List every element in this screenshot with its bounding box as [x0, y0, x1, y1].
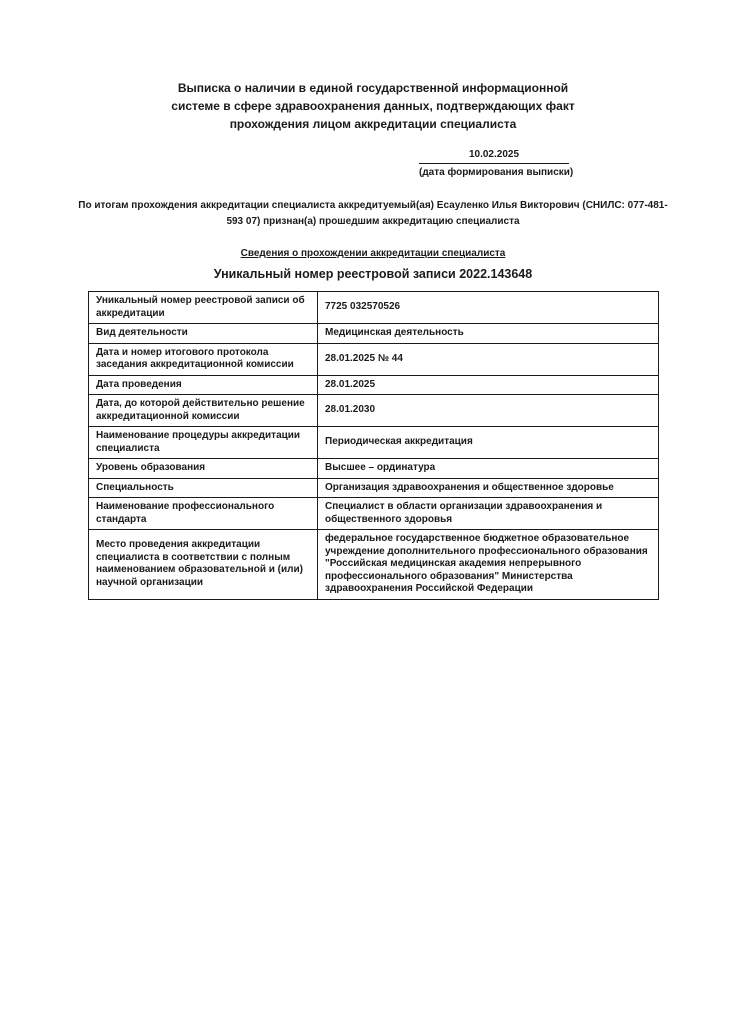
row-value-cell: Высшее – ординатура: [318, 459, 659, 479]
intro-line: 593 07) признан(а) прошедшим аккредитацию специалиста: [226, 216, 520, 227]
table-row: [89, 292, 659, 324]
document-title: [0, 0, 746, 133]
table-row: [89, 498, 659, 530]
row-label-cell: Место проведения аккредитации специалиста в соответствии с полным наименованием образовательной и (или) научной организации: [89, 530, 318, 600]
table-row: [89, 427, 659, 459]
row-value-cell: 7725 032570526: [318, 292, 659, 324]
row-label-cell: Дата и номер итогового протокола заседания аккредитационной комиссии: [89, 343, 318, 375]
row-value-cell: федеральное государственное бюджетное образовательное учреждение дополнительного профессионального образования "Российская медицинская академия непрерывного профессионального образования" Министерства здравоохранения Российской Федерации: [318, 530, 659, 600]
registry-number-heading: Уникальный номер реестровой записи 2022.143648: [213, 267, 533, 281]
row-label-cell: Вид деятельности: [89, 324, 318, 344]
intro-line: По итогам прохождения аккредитации специалиста аккредитуемый(ая) Есауленко Илья Викторович (СНИЛС: 077-481-: [78, 200, 668, 211]
row-value-cell: 28.01.2030: [318, 395, 659, 427]
row-value-cell: 28.01.2025 № 44: [318, 343, 659, 375]
row-value-cell: Медицинская деятельность: [318, 324, 659, 344]
intro-paragraph: [0, 198, 746, 230]
row-label-cell: Наименование профессионального стандарта: [89, 498, 318, 530]
table-row: [89, 343, 659, 375]
date-caption: (дата формирования выписки): [419, 167, 574, 178]
accreditation-table: [88, 291, 659, 600]
row-value-cell: 28.01.2025: [318, 375, 659, 395]
row-value-cell: Специалист в области организации здравоохранения и общественного здоровья: [318, 498, 659, 530]
table-row: [89, 530, 659, 600]
table-row: [89, 375, 659, 395]
row-value-cell: Организация здравоохранения и общественное здоровье: [318, 478, 659, 498]
row-value-cell: Периодическая аккредитация: [318, 427, 659, 459]
extract-date-block: [419, 147, 574, 180]
row-label-cell: Наименование процедуры аккредитации специалиста: [89, 427, 318, 459]
row-label-cell: Уникальный номер реестровой записи об аккредитации: [89, 292, 318, 324]
table-row: [89, 324, 659, 344]
section-heading: Сведения о прохождении аккредитации специалиста: [240, 248, 506, 259]
document-title-line: Выписка о наличии в единой государственной информационной: [177, 81, 569, 95]
row-label-cell: Дата, до которой действительно решение аккредитационной комиссии: [89, 395, 318, 427]
row-label-cell: Дата проведения: [89, 375, 318, 395]
table-row: [89, 478, 659, 498]
extract-date: 10.02.2025: [419, 147, 569, 164]
document-title-line: прохождения лицом аккредитации специалиста: [229, 117, 517, 131]
table-row: [89, 459, 659, 479]
row-label-cell: Специальность: [89, 478, 318, 498]
document-title-line: системе в сфере здравоохранения данных, подтверждающих факт: [171, 99, 575, 113]
table-row: [89, 395, 659, 427]
row-label-cell: Уровень образования: [89, 459, 318, 479]
